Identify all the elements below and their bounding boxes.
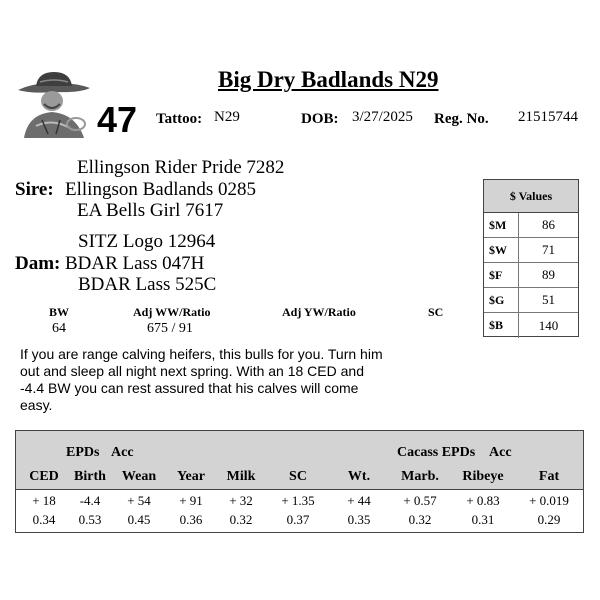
dollar-value-label: $G (484, 288, 519, 312)
sire-dam: EA Bells Girl 7617 (77, 200, 224, 221)
epd-marb: + 0.57 (403, 493, 437, 508)
epd-fat: + 0.019 (529, 493, 569, 508)
acc-ribeye: 0.31 (471, 512, 495, 527)
col-marb: Marb. (401, 469, 439, 484)
epd-year: + 91 (179, 493, 203, 508)
bull-description: If you are range calving heifers, this bulls for you. Turn him out and sleep all night next spring. With an 18 CED and -4.4 BW you can rest assured that his calves will come easy. (20, 346, 383, 413)
epd-milk: + 32 (229, 493, 253, 508)
dollar-value: 51 (542, 292, 555, 307)
dollar-value: 71 (542, 242, 555, 257)
lot-number: 47 (97, 99, 138, 140)
dollar-values-table (483, 179, 579, 337)
reg-no-value: 21515744 (518, 109, 578, 125)
adj-ww-value: 675 / 91 (147, 321, 193, 336)
dollar-value-row (484, 263, 578, 288)
col-ced: CED (29, 469, 59, 484)
col-fat: Fat (538, 469, 560, 484)
dob-label: DOB: (301, 111, 339, 127)
col-year: Year (177, 469, 205, 484)
epd-ced: + 18 (32, 493, 56, 508)
dollar-value: 140 (538, 317, 559, 333)
reg-no-label: Reg. No. (434, 111, 489, 127)
dob-value: 3/27/2025 (352, 109, 413, 125)
dollar-value-label: $M (484, 213, 519, 237)
col-birth: Birth (74, 469, 106, 484)
col-wt: Wt. (347, 469, 371, 484)
acc-milk: 0.32 (229, 512, 253, 527)
acc-sc: 0.37 (286, 512, 310, 527)
acc-marb: 0.32 (408, 512, 432, 527)
dollar-value-label: $F (484, 263, 519, 287)
tattoo-value: N29 (214, 109, 240, 125)
acc-year: 0.36 (179, 512, 203, 527)
carcass-acc-label: Acc (489, 445, 512, 460)
dollar-value-row (484, 313, 578, 338)
dollar-value-row (484, 213, 578, 238)
col-sc: SC (289, 469, 307, 484)
bw-label: BW (49, 305, 70, 319)
acc-wean: 0.45 (127, 512, 151, 527)
carcass-group-label: Cacass EPDs (397, 445, 476, 460)
adj-yw-label: Adj YW/Ratio (282, 305, 356, 319)
acc-fat: 0.29 (537, 512, 561, 527)
epds-group-label: EPDs (66, 445, 100, 460)
col-milk: Milk (226, 469, 256, 484)
tattoo-label: Tattoo: (156, 111, 203, 127)
dollar-value: 89 (542, 267, 555, 282)
sire-label: Sire: (15, 179, 54, 200)
dam-label: Dam: (15, 253, 61, 274)
animal-name: Big Dry Badlands N29 (218, 67, 439, 92)
sire-name: Ellingson Badlands 0285 (65, 179, 257, 200)
dollar-value: 86 (542, 217, 555, 232)
acc-birth: 0.53 (78, 512, 102, 527)
epd-wt: + 44 (347, 493, 371, 508)
dam-dam: BDAR Lass 525C (78, 274, 217, 295)
dollar-value-row (484, 288, 578, 313)
col-ribeye: Ribeye (462, 469, 504, 484)
col-wean: Wean (121, 469, 157, 484)
epd-birth: -4.4 (79, 493, 101, 508)
acc-ced: 0.34 (32, 512, 56, 527)
dam-sire: SITZ Logo 12964 (78, 231, 216, 252)
dollar-value-row (484, 238, 578, 263)
epd-table-header (16, 431, 583, 490)
epds-acc-label: Acc (111, 445, 134, 460)
dam-name: BDAR Lass 047H (65, 253, 205, 274)
sc-label: SC (428, 305, 444, 319)
epd-ribeye: + 0.83 (466, 493, 500, 508)
epd-table (15, 430, 584, 533)
epd-sc: + 1.35 (281, 493, 315, 508)
epd-wean: + 54 (127, 493, 151, 508)
dollar-value-label: $W (484, 238, 519, 262)
dollar-values-title: $ Values (484, 180, 578, 213)
acc-wt: 0.35 (347, 512, 371, 527)
cowboy-photo (14, 68, 94, 138)
bw-value: 64 (52, 321, 66, 336)
adj-ww-label: Adj WW/Ratio (133, 305, 211, 319)
sire-sire: Ellingson Rider Pride 7282 (77, 157, 285, 178)
dollar-value-label: $B (484, 313, 519, 338)
